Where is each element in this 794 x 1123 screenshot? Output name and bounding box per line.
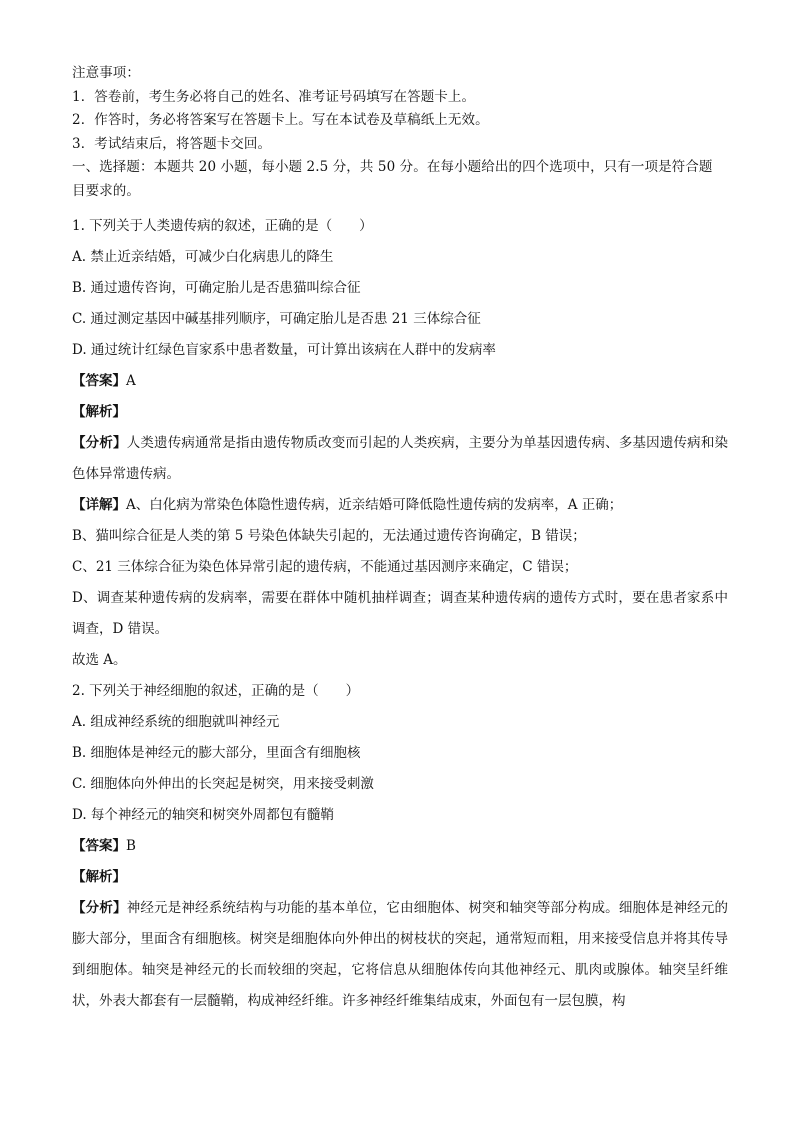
question-1 (72, 211, 728, 676)
analysis-paragraph (72, 893, 728, 1017)
document-content (72, 62, 728, 1017)
section-heading-line: 一、选择题：本题共 20 小题，每小题 2.5 分，共 50 分。在每小题给出的四个选项中，只有一项是符合题 (72, 159, 713, 175)
notice-item: 3．考试结束后，将答题卡交回。 (72, 135, 272, 152)
section-heading-line: 目要求的。 (72, 182, 140, 199)
fenxi-text: 人类遗传病通常是指由遗传物质改变而引起的人类疾病，主要分为单基因遗传病、多基因遗传病和染色体异常遗传病。 (72, 434, 729, 482)
notice-title: 注意事项： (72, 65, 140, 81)
detail-paragraph: B、猫叫综合征是人类的第 5 号染色体缺失引起的，无法通过遗传咨询确定，B 错误； (72, 527, 586, 544)
answer-line (72, 366, 728, 397)
conclusion: 故选 A。 (72, 651, 127, 668)
option-a: A. 组成神经系统的细胞就叫神经元 (72, 713, 280, 730)
option-b: B. 细胞体是神经元的膨大部分，里面含有细胞核 (72, 744, 361, 761)
fenxi-tag: 【分析】 (72, 899, 127, 916)
option-c: C. 通过测定基因中碱基排列顺序，可确定胎儿是否患 21 三体综合征 (72, 310, 481, 327)
notice-item: 2．作答时，务必将答案写在答题卡上。写在本试卷及草稿纸上无效。 (72, 112, 489, 128)
fenxi-tag: 【分析】 (72, 434, 127, 451)
fenxi-text: 神经元是神经系统结构与功能的基本单位，它由细胞体、树突和轴突等部分构成。细胞体是神经元的膨大部分，里面含有细胞核。树突是细胞体向外伸出的树枝状的突起，通常短而粗，用来接受信息并将其传导到细胞体。轴突是神经元的长而较细的突起，它将信息从细胞体传向其他神经元、肌肉或腺体。轴突呈纤维状，外表大都套有一层髓鞘，构成神经纤维。许多神经纤维集结成束，外面包有一层包膜，构 (72, 899, 729, 1009)
answer-value: B (126, 837, 136, 854)
xiangjie-tag: 【详解】 (72, 496, 126, 513)
notice-item: 1．答卷前，考生务必将自己的姓名、准考证号码填写在答题卡上。 (72, 88, 476, 105)
option-a: A. 禁止近亲结婚，可减少白化病患儿的降生 (72, 248, 334, 265)
answer-value: A (126, 372, 136, 389)
xiangjie-text: A、白化病为常染色体隐性遗传病，近亲结婚可降低隐性遗传病的发病率，A 正确； (126, 496, 623, 513)
option-d: D. 每个神经元的轴突和树突外周都包有髓鞘 (72, 806, 334, 823)
question-stem: 1. 下列关于人类遗传病的叙述，正确的是（ ） (72, 217, 373, 234)
detail-paragraph (72, 490, 728, 521)
option-d: D. 通过统计红绿色盲家系中患者数量，可计算出该病在人群中的发病率 (72, 341, 496, 358)
question-stem: 2. 下列关于神经细胞的叙述，正确的是（ ） (72, 682, 360, 699)
answer-tag: 【答案】 (72, 837, 126, 854)
analysis-paragraph (72, 428, 728, 490)
analysis-tag: 【解析】 (72, 403, 126, 420)
question-2 (72, 676, 728, 1017)
answer-tag: 【答案】 (72, 372, 126, 389)
answer-line (72, 831, 728, 862)
detail-paragraph: D、调查某种遗传病的发病率，需要在群体中随机抽样调查；调查某种遗传病的遗传方式时，要在患者家系中调查，D 错误。 (72, 589, 728, 637)
detail-paragraph: C、21 三体综合征为染色体异常引起的遗传病，不能通过基因测序来确定，C 错误； (72, 558, 578, 575)
analysis-tag: 【解析】 (72, 868, 126, 885)
option-c: C. 细胞体向外伸出的长突起是树突，用来接受刺激 (72, 775, 374, 792)
option-b: B. 通过遗传咨询，可确定胎儿是否患猫叫综合征 (72, 279, 361, 296)
